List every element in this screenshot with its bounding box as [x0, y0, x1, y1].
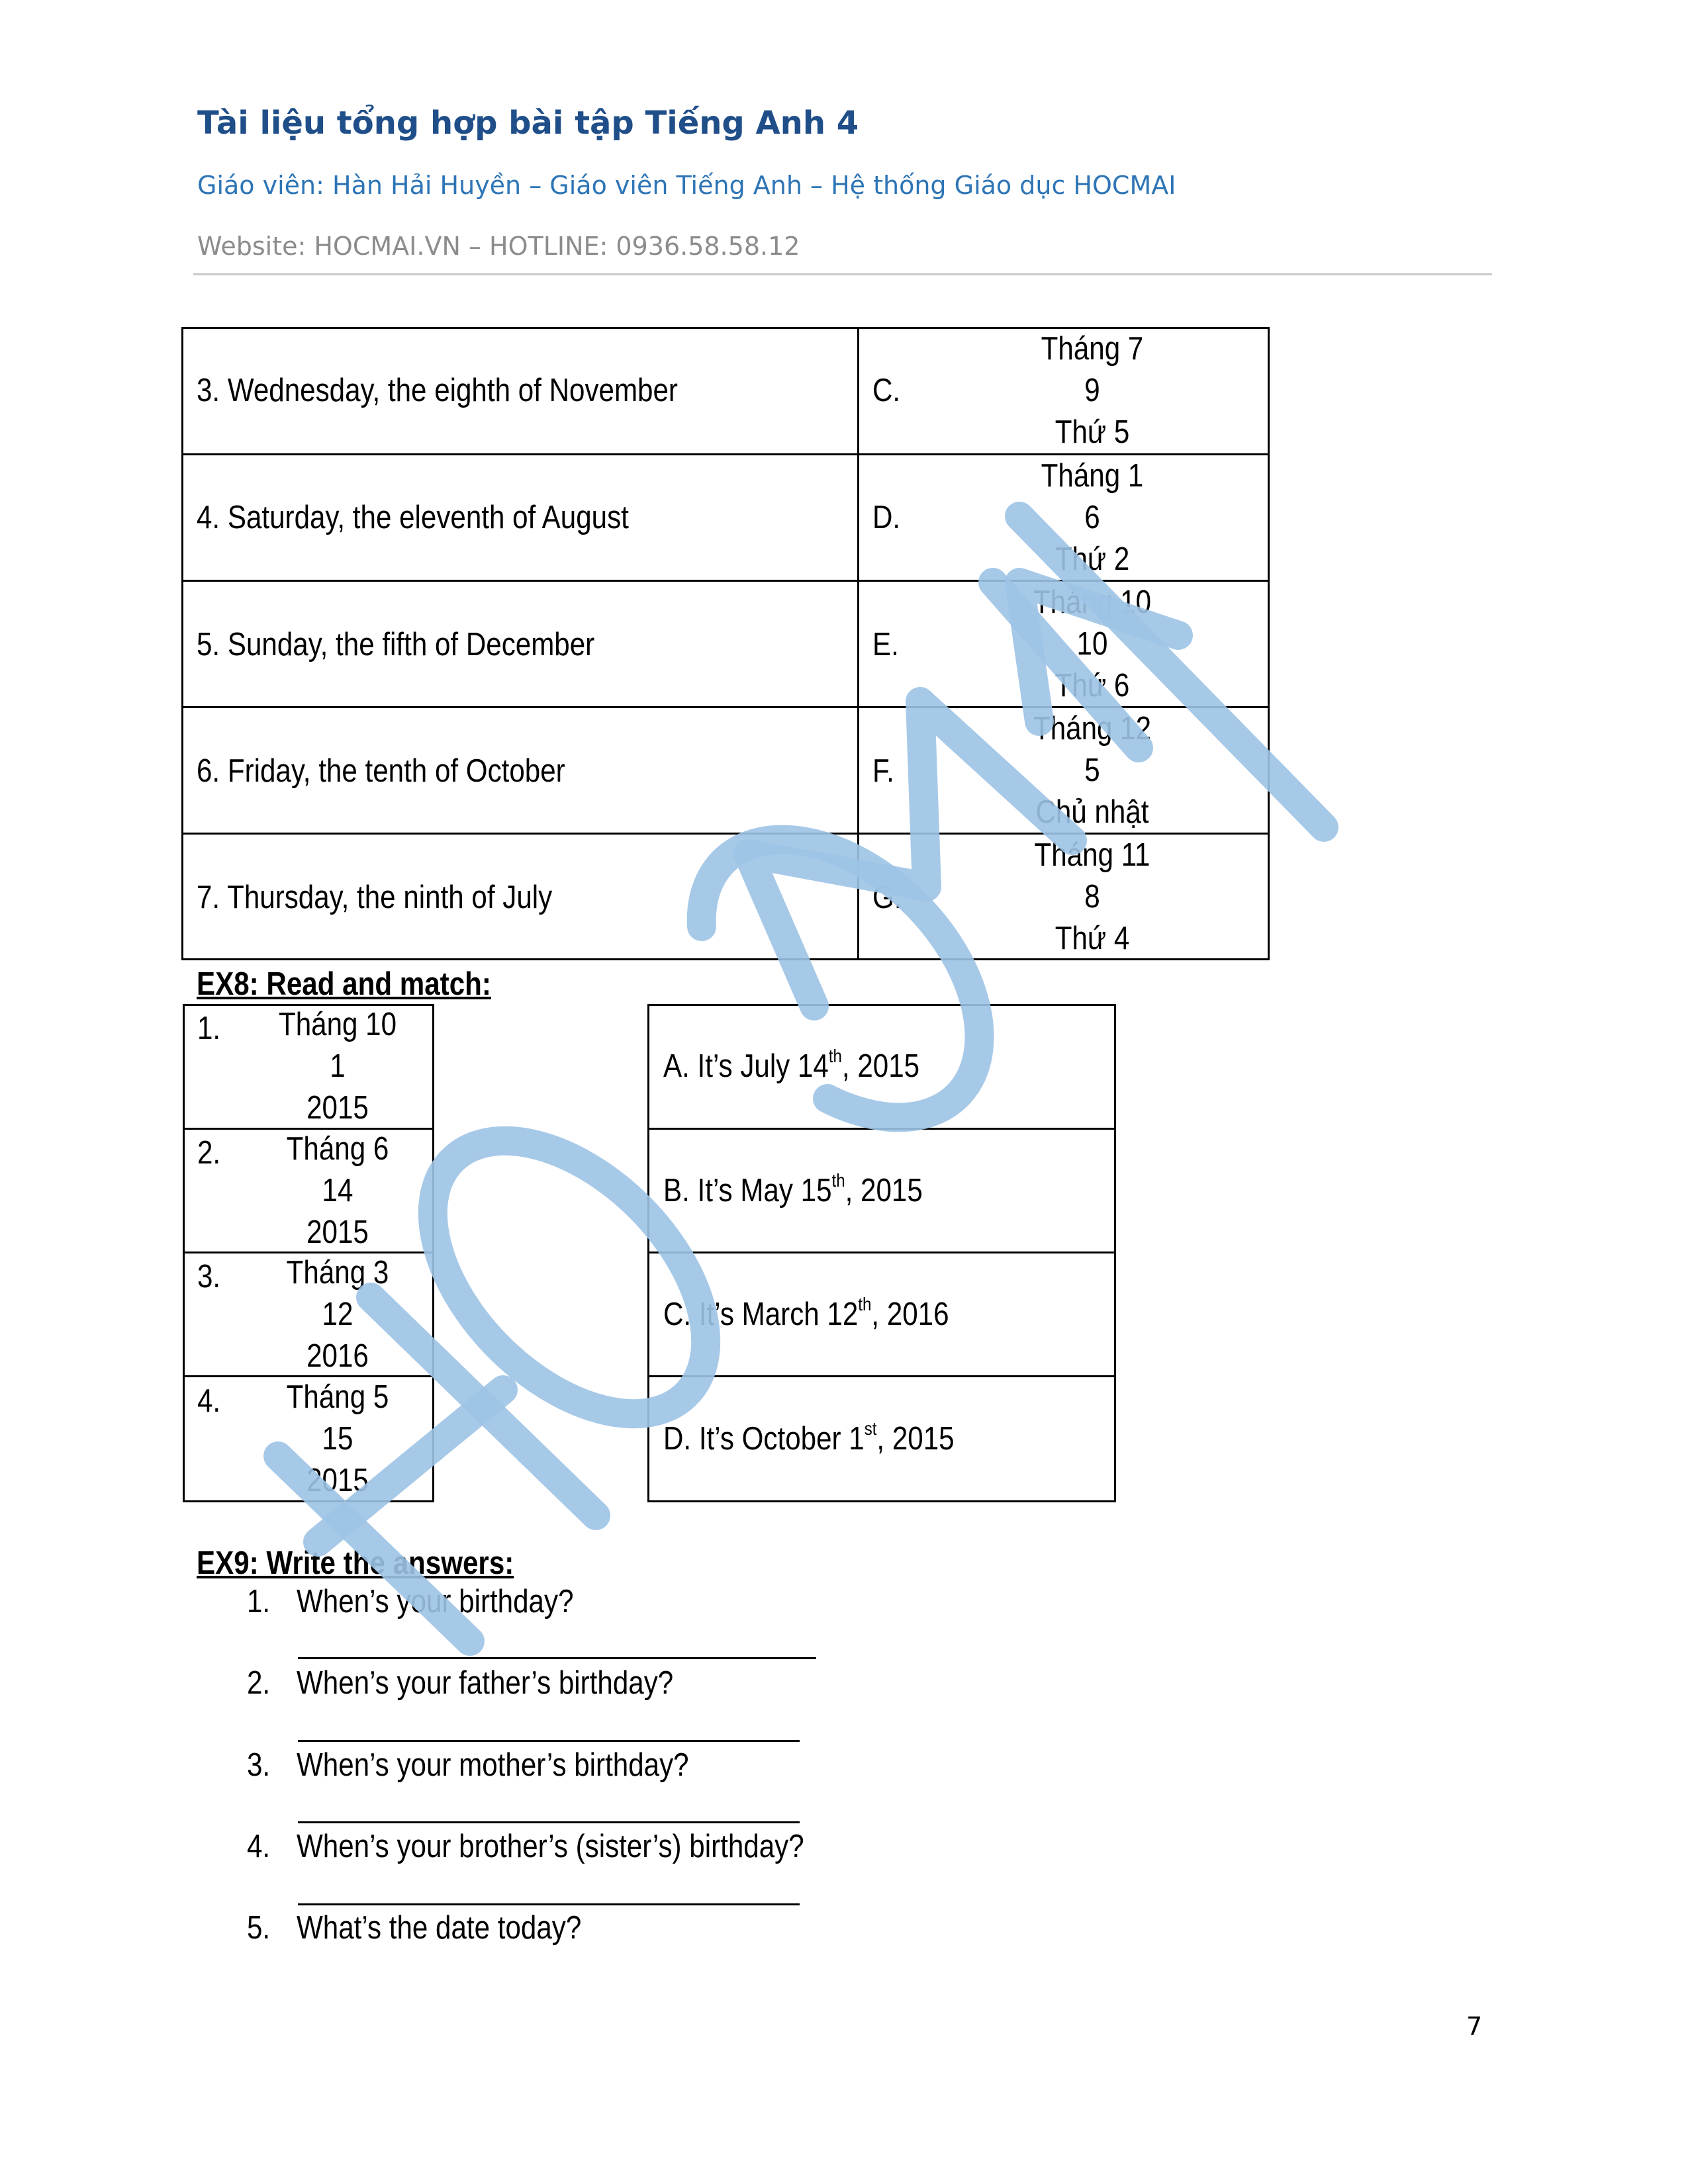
ex7-item-left: 5. Sunday, the fifth of December — [197, 627, 595, 662]
answer-text: D. It’s October 1 — [663, 1421, 865, 1457]
weekday-label: Thứ 2 — [1055, 541, 1130, 577]
day-label: 14 — [322, 1173, 353, 1208]
month-label: Tháng 10 — [1033, 584, 1152, 620]
month-label: Tháng 5 — [286, 1379, 389, 1415]
ex7-item-left: 3. Wednesday, the eighth of November — [197, 373, 678, 408]
weekday-label: Thứ 4 — [1055, 921, 1130, 956]
answer-year: , 2015 — [845, 1173, 923, 1208]
year-label: 2015 — [306, 1463, 369, 1498]
ex7-item-left: 6. Friday, the tenth of October — [197, 753, 565, 789]
ex8-item-number: 3. — [197, 1259, 221, 1295]
ordinal-suffix: th — [831, 1170, 845, 1191]
answer-text: A. It’s July 14 — [663, 1048, 829, 1084]
question-number: 5. — [247, 1910, 271, 1946]
year-label: 2015 — [306, 1214, 369, 1250]
ordinal-suffix: th — [828, 1046, 842, 1066]
weekday-label: Thứ 5 — [1055, 414, 1130, 450]
question-number: 3. — [247, 1747, 271, 1783]
weekday-label: Chủ nhật — [1035, 794, 1149, 830]
answer-year: , 2016 — [871, 1297, 949, 1332]
year-label: 2015 — [306, 1090, 369, 1126]
day-label: 12 — [322, 1297, 353, 1332]
question-number: 2. — [247, 1665, 271, 1701]
day-label: 5 — [1084, 752, 1100, 788]
month-label: Tháng 11 — [1034, 837, 1150, 873]
month-label: Tháng 6 — [286, 1131, 389, 1167]
question-text: When’s your father’s birthday? — [297, 1665, 674, 1701]
ex7-item-letter: F. — [872, 753, 894, 789]
ex7-item-left: 7. Thursday, the ninth of July — [197, 880, 553, 915]
day-label: 15 — [322, 1421, 353, 1457]
page-number: 7 — [1466, 2012, 1483, 2041]
ordinal-suffix: th — [858, 1294, 872, 1314]
day-label: 8 — [1084, 879, 1100, 915]
ex8-item-number: 1. — [197, 1011, 221, 1046]
year-label: 2016 — [306, 1338, 369, 1374]
day-label: 9 — [1084, 373, 1100, 408]
ex8-item-number: 2. — [197, 1135, 221, 1171]
question-text: When’s your brother’s (sister’s) birthday? — [297, 1829, 804, 1864]
weekday-label: Thứ 6 — [1055, 668, 1130, 704]
ex7-item-letter: E. — [872, 627, 899, 662]
month-label: Tháng 10 — [278, 1007, 397, 1042]
month-label: Tháng 12 — [1033, 711, 1152, 747]
answer-text: B. It’s May 15 — [663, 1173, 832, 1208]
ex7-item-letter: G. — [872, 880, 902, 915]
ex7-item-letter: D. — [872, 500, 901, 535]
question-number: 4. — [247, 1829, 271, 1864]
day-label: 10 — [1076, 626, 1108, 662]
document-title: Tài liệu tổng hợp bài tập Tiếng Anh 4 — [197, 105, 859, 142]
day-label: 6 — [1084, 500, 1100, 535]
ordinal-suffix: st — [864, 1418, 877, 1439]
question-text: When’s your mother’s birthday? — [297, 1747, 689, 1783]
question-text: What’s the date today? — [297, 1910, 582, 1946]
teacher-line: Giáo viên: Hàn Hải Huyền – Giáo viên Tiếng Anh – Hệ thống Giáo dục HOCMAI — [197, 171, 1176, 200]
question-text: When’s your birthday? — [297, 1584, 574, 1619]
month-label: Tháng 3 — [286, 1255, 389, 1291]
website-line: Website: HOCMAI.VN – HOTLINE: 0936.58.58.12 — [197, 232, 800, 261]
ex7-item-left: 4. Saturday, the eleventh of August — [197, 500, 629, 535]
ex9-heading: EX9: Write the answers: — [197, 1545, 514, 1581]
month-label: Tháng 7 — [1041, 331, 1144, 367]
ex8-item-number: 4. — [197, 1383, 221, 1419]
ex7-item-letter: C. — [872, 373, 901, 408]
day-label: 1 — [330, 1048, 346, 1084]
ex8-heading: EX8: Read and match: — [197, 966, 491, 1002]
answer-year: , 2015 — [876, 1421, 955, 1457]
month-label: Tháng 1 — [1041, 458, 1144, 494]
answer-text: C. It’s March 12 — [663, 1297, 859, 1332]
question-number: 1. — [247, 1584, 271, 1619]
answer-year: , 2015 — [841, 1048, 920, 1084]
